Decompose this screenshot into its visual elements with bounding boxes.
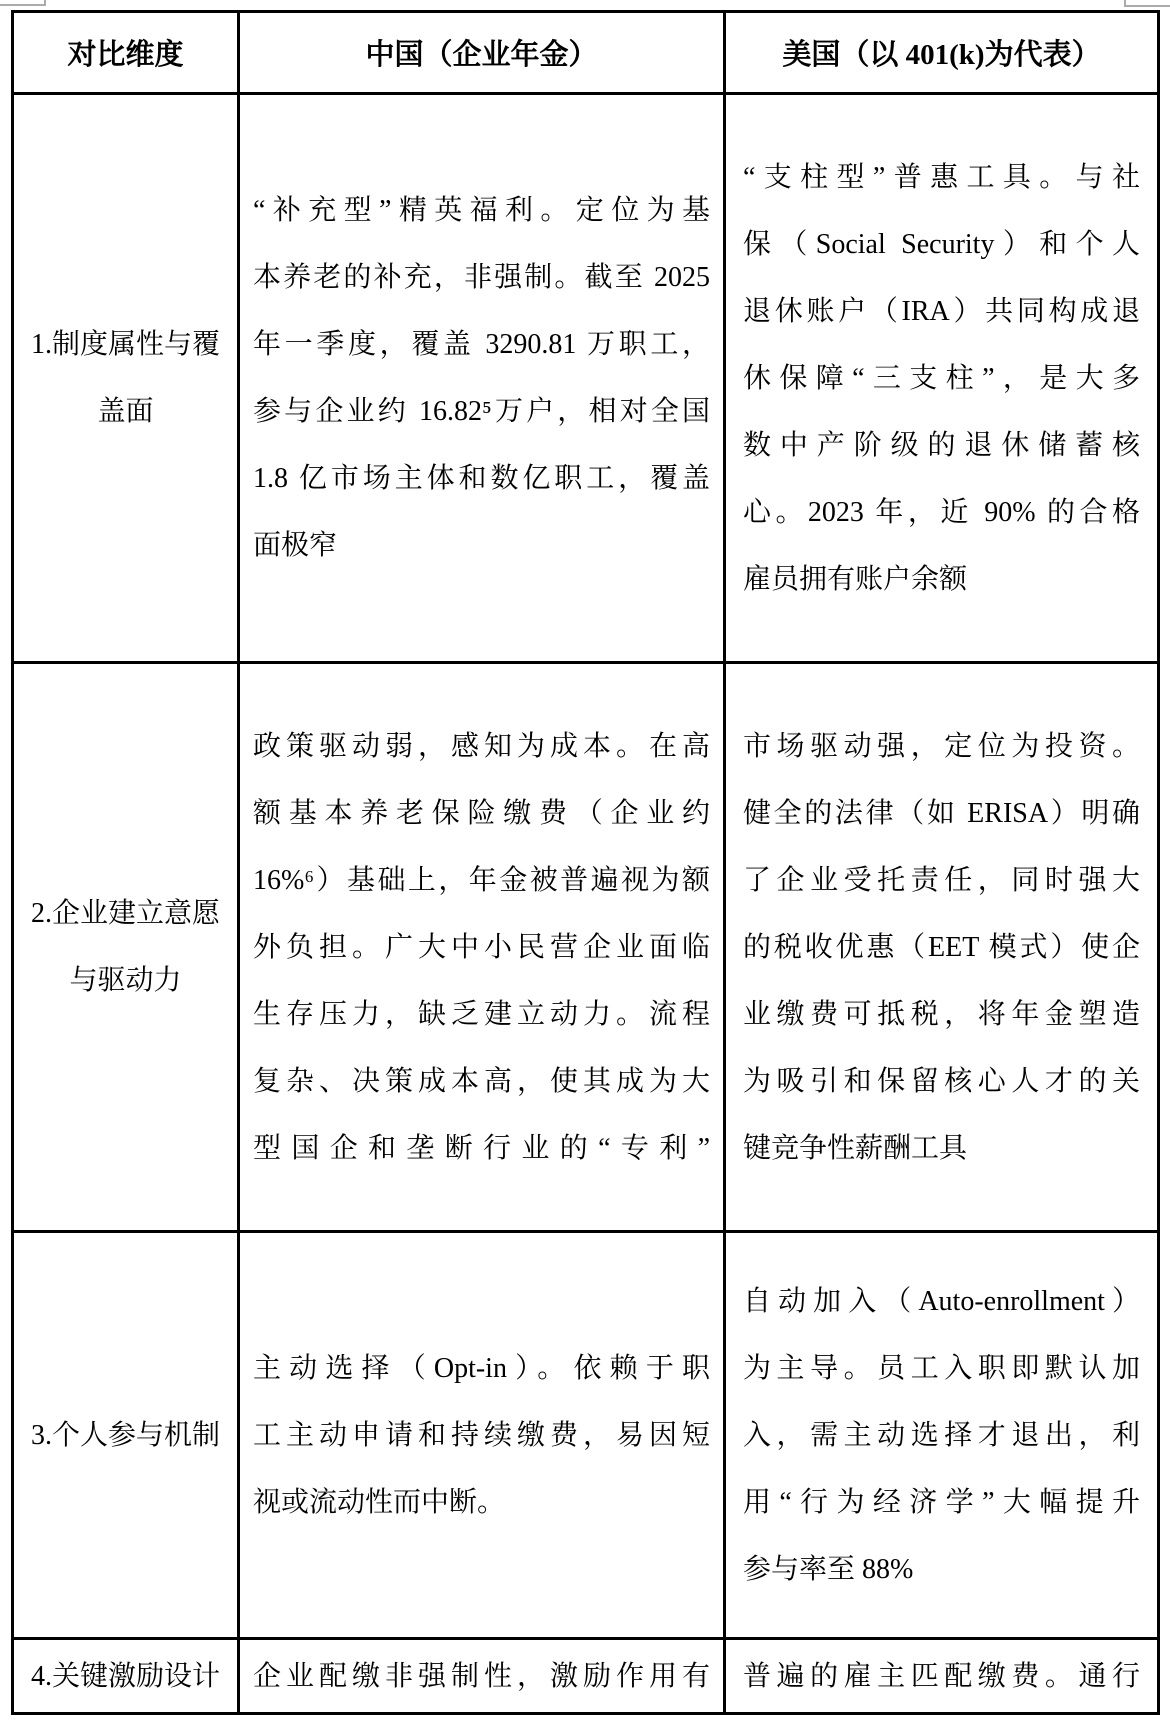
- table-row-participation: [13, 1232, 1159, 1639]
- cell-dimension-participation: [13, 1232, 239, 1639]
- cell-text-line: 了企业受托责任，同时强大: [743, 864, 1140, 896]
- cell-china-participation: [239, 1232, 725, 1639]
- cell-text-line: 参与率至 88%: [743, 1553, 914, 1585]
- cell-text-line: 盖面: [97, 396, 154, 427]
- cell-text-line: 参与企业约 16.82⁵万户，相对全国: [253, 396, 710, 427]
- cell-usa-coverage: [725, 94, 1159, 663]
- cell-text-line: 企业配缴非强制性，激励作用有: [253, 1660, 710, 1692]
- cell-china-incentive-design: [239, 1639, 725, 1714]
- cell-text-line: 休保障“三支柱”，是大多: [743, 362, 1140, 394]
- cell-text-line: 1.制度属性与覆: [30, 329, 220, 360]
- cell-text-line: 用“行为经济学”大幅提升: [743, 1486, 1140, 1518]
- cell-text-line: 工主动申请和持续缴费，易因短: [253, 1419, 710, 1451]
- cell-text-line: 型国企和垄断行业的“专利”: [253, 1132, 710, 1164]
- cell-text-line: 键竞争性薪酬工具: [743, 1132, 968, 1164]
- cell-text-line: 本养老的补充，非强制。截至 2025: [253, 262, 710, 293]
- cell-text-line: 1.8 亿市场主体和数亿职工，覆盖: [253, 463, 710, 494]
- cell-usa-participation: [725, 1232, 1159, 1639]
- cell-text-line: 雇员拥有账户余额: [743, 563, 968, 595]
- cell-text-line: 与驱动力: [69, 965, 182, 996]
- cell-text-line: “补充型”精英福利。定位为基: [253, 195, 710, 226]
- cell-text-line: 生存压力，缺乏建立动力。流程: [253, 998, 710, 1030]
- cell-text-line: 面极窄: [253, 530, 338, 561]
- cell-text-line: 退休账户（IRA）共同构成退: [743, 295, 1140, 327]
- column-header-dimension: 对比维度: [13, 12, 239, 94]
- cell-text-line: 市场驱动强，定位为投资。: [743, 730, 1140, 762]
- table-row-coverage: [13, 94, 1159, 663]
- cell-dimension-coverage: [13, 94, 239, 663]
- cell-text-line: 为主导。员工入职即默认加: [743, 1352, 1140, 1384]
- page-edge-artifact-right: [1124, 0, 1170, 7]
- cell-text-line: 健全的法律（如 ERISA）明确: [743, 797, 1140, 829]
- cell-text-line: 2.企业建立意愿: [30, 898, 220, 929]
- cell-text-line: 年一季度，覆盖 3290.81 万职工，: [253, 329, 710, 360]
- cell-text-line: 自动加入（Auto-enrollment）: [743, 1285, 1140, 1317]
- column-header-china: 中国（企业年金）: [239, 12, 725, 94]
- table-row-employer-willingness: [13, 663, 1159, 1232]
- cell-text-line: 保（Social Security）和个人: [743, 228, 1140, 260]
- cell-text-line: 外负担。广大中小民营企业面临: [253, 931, 710, 963]
- page-edge-artifact-left: [0, 0, 46, 6]
- cell-text-line: 4.关键激励设计: [30, 1660, 220, 1692]
- cell-text-line: 主动选择（Opt-in）。依赖于职: [253, 1352, 710, 1384]
- cell-dimension-employer-willingness: [13, 663, 239, 1232]
- cell-china-employer-willingness: [239, 663, 725, 1232]
- cell-text-line: 额基本养老保险缴费（企业约: [253, 797, 710, 829]
- cell-text-line: 的税收优惠（EET 模式）使企: [743, 931, 1140, 963]
- cell-text-line: 为吸引和保留核心人才的关: [743, 1065, 1140, 1097]
- table-header-row: [13, 12, 1159, 94]
- cell-text-line: 16%⁶）基础上，年金被普遍视为额: [253, 864, 710, 896]
- cell-text-line: 心。2023 年，近 90% 的合格: [743, 496, 1140, 528]
- cell-text-line: 入，需主动选择才退出，利: [743, 1419, 1140, 1451]
- cell-text-line: 普遍的雇主匹配缴费。通行: [743, 1660, 1140, 1692]
- cell-text-line: 数中产阶级的退休储蓄核: [743, 429, 1140, 461]
- cell-text-line: 政策驱动弱，感知为成本。在高: [253, 730, 710, 762]
- table-row-incentive-design: [13, 1639, 1159, 1714]
- cell-dimension-incentive-design: [13, 1639, 239, 1714]
- cell-text-line: 业缴费可抵税，将年金塑造: [743, 998, 1140, 1030]
- cell-usa-incentive-design: [725, 1639, 1159, 1714]
- cell-text-line: 3.个人参与机制: [30, 1419, 220, 1451]
- comparison-table: [11, 10, 1160, 1715]
- cell-china-coverage: [239, 94, 725, 663]
- cell-text-line: 视或流动性而中断。: [253, 1486, 506, 1518]
- cell-usa-employer-willingness: [725, 663, 1159, 1232]
- cell-text-line: “支柱型”普惠工具。与社: [743, 161, 1140, 193]
- column-header-usa: 美国（以 401(k)为代表）: [725, 12, 1159, 94]
- cell-text-line: 复杂、决策成本高，使其成为大: [253, 1065, 710, 1097]
